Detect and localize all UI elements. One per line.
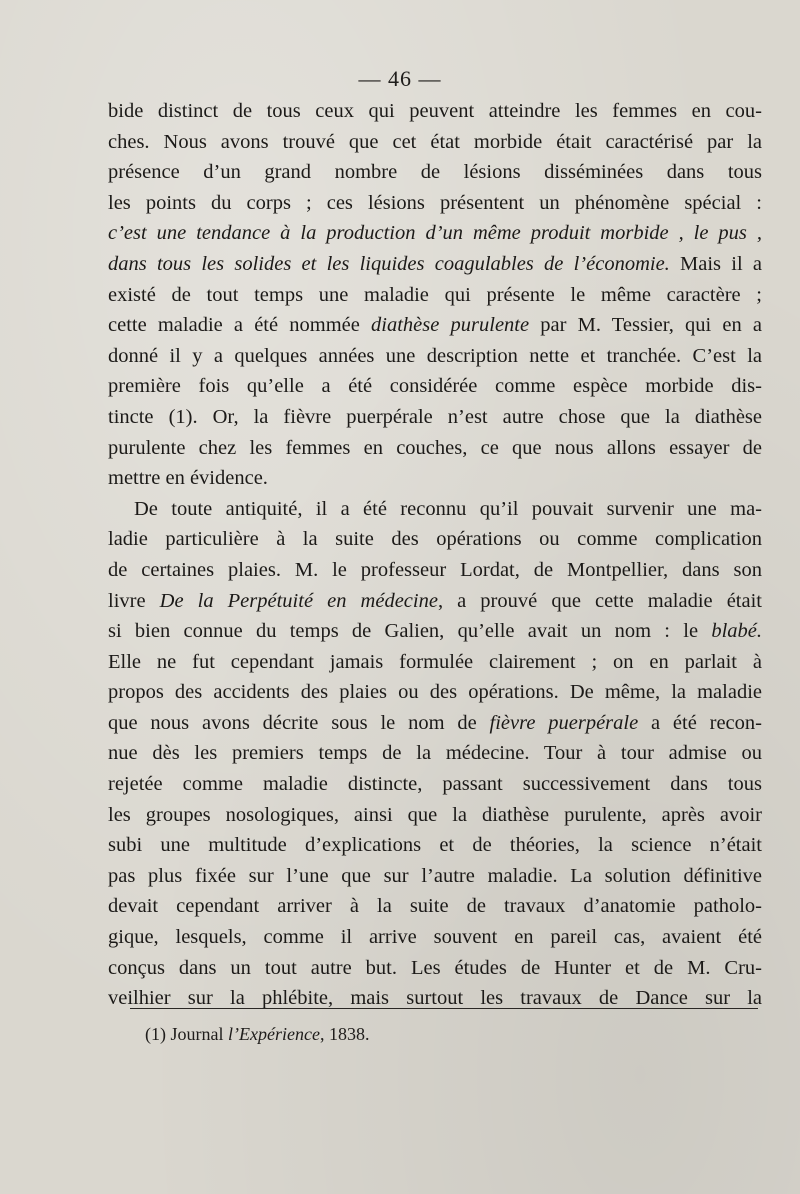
text-line [108,96,762,127]
text-line [108,555,762,586]
text-line [108,616,762,647]
text-line [108,218,762,249]
text-line [108,861,762,892]
text-run: a été recon- [638,711,762,734]
text-line [108,647,762,678]
text-line [108,524,762,555]
italic-text: dans tous les solides et les liquides coagulables de l’économie. [108,252,670,275]
text-run: ches. Nous avons trouvé que cet état morbide était caractérisé par la [108,130,762,153]
text-run: , a prouvé que cette maladie était [437,589,762,612]
text-line [108,800,762,831]
text-run: conçus dans un tout autre but. Les études de Hunter et de M. Cru- [108,956,762,979]
page-number: — 46 — [358,66,442,91]
text-run: De toute antiquité, il a été reconnu qu’il pouvait survenir une ma- [134,497,762,520]
footnote-marker: (1) Journal [145,1024,228,1044]
text-run: ladie particulière à la suite des opérations ou comme complication [108,528,762,551]
text-line [108,249,762,280]
text-line [108,708,762,739]
text-run: propos des accidents des plaies ou des opérations. De même, la maladie [108,681,762,704]
text-line [108,433,762,464]
text-line [108,280,762,311]
italic-text: fièvre puerpérale [489,711,639,734]
text-run: Elle ne fut cependant jamais formulée clairement ; on en parlait à [108,650,762,673]
text-run: si bien connue du temps de Galien, qu’elle avait un nom : le [108,620,712,643]
italic-text: c’est une tendance à la production d’un même produit morbide , le pus , [108,222,762,245]
text-line [108,586,762,617]
text-run: existé de tout temps une maladie qui présente le même caractère ; [108,283,762,306]
text-line [108,157,762,188]
text-line [108,922,762,953]
footnote [145,1022,369,1046]
italic-text: diathèse purulente [371,314,530,337]
text-run: mettre en évidence. [108,467,268,490]
text-run: de certaines plaies. M. le professeur Lordat, de Montpellier, dans son [108,558,762,581]
text-run: veilhier sur la phlébite, mais surtout les travaux de Dance sur la [108,987,762,1010]
text-run: que nous avons décrite sous le nom de [108,711,490,734]
text-line [108,983,762,1014]
text-run: Mais il a [669,252,762,275]
text-run: nue dès les premiers temps de la médecine. Tour à tour admise ou [108,742,762,765]
text-line [108,463,762,494]
text-run: bide distinct de tous ceux qui peuvent atteindre les femmes en cou- [108,100,762,122]
text-run: devait cependant arriver à la suite de travaux d’anatomie patholo- [108,895,762,918]
italic-text: De la Perpétuité en médecine [159,589,438,612]
text-run: cette maladie a été nommée [108,314,372,337]
text-line [108,830,762,861]
text-line [108,769,762,800]
text-line [108,341,762,372]
text-run: purulente chez les femmes en couches, ce que nous allons essayer de [108,436,762,459]
body-text [108,96,762,1014]
text-run: par M. Tessier, qui en a [529,314,762,337]
text-line [108,371,762,402]
text-run: rejetée comme maladie distincte, passant successivement dans tous [108,773,762,796]
text-line [108,402,762,433]
text-run: les points du corps ; ces lésions présentent un phénomène spécial : [108,191,762,214]
footnote-title: l’Expérience [227,1024,320,1044]
text-line [108,953,762,984]
footnote-divider [130,1008,758,1009]
text-run: première fois qu’elle a été considérée comme espèce morbide dis- [108,375,762,398]
text-run: gique, lesquels, comme il arrive souvent en pareil cas, avaient été [108,926,762,949]
footnote-rest: , 1838. [319,1024,370,1044]
text-line [108,310,762,341]
text-run: pas plus fixée sur l’une que sur l’autre maladie. La solution définitive [108,864,762,887]
text-line [108,188,762,219]
text-line [108,891,762,922]
text-run: livre [108,589,160,612]
text-run: tincte (1). Or, la fièvre puerpérale n’est autre chose que la diathèse [108,405,762,428]
text-line [108,494,762,525]
text-run: les groupes nosologiques, ainsi que la diathèse purulente, après avoir [108,803,762,826]
italic-text: blabé. [711,620,762,643]
text-run: donné il y a quelques années une description nette et tranchée. C’est la [108,344,762,367]
text-line [108,677,762,708]
text-run: présence d’un grand nombre de lésions disséminées dans tous [108,161,762,184]
text-line [108,738,762,769]
text-line [108,127,762,158]
text-run: subi une multitude d’explications et de théories, la science n’était [108,834,762,857]
